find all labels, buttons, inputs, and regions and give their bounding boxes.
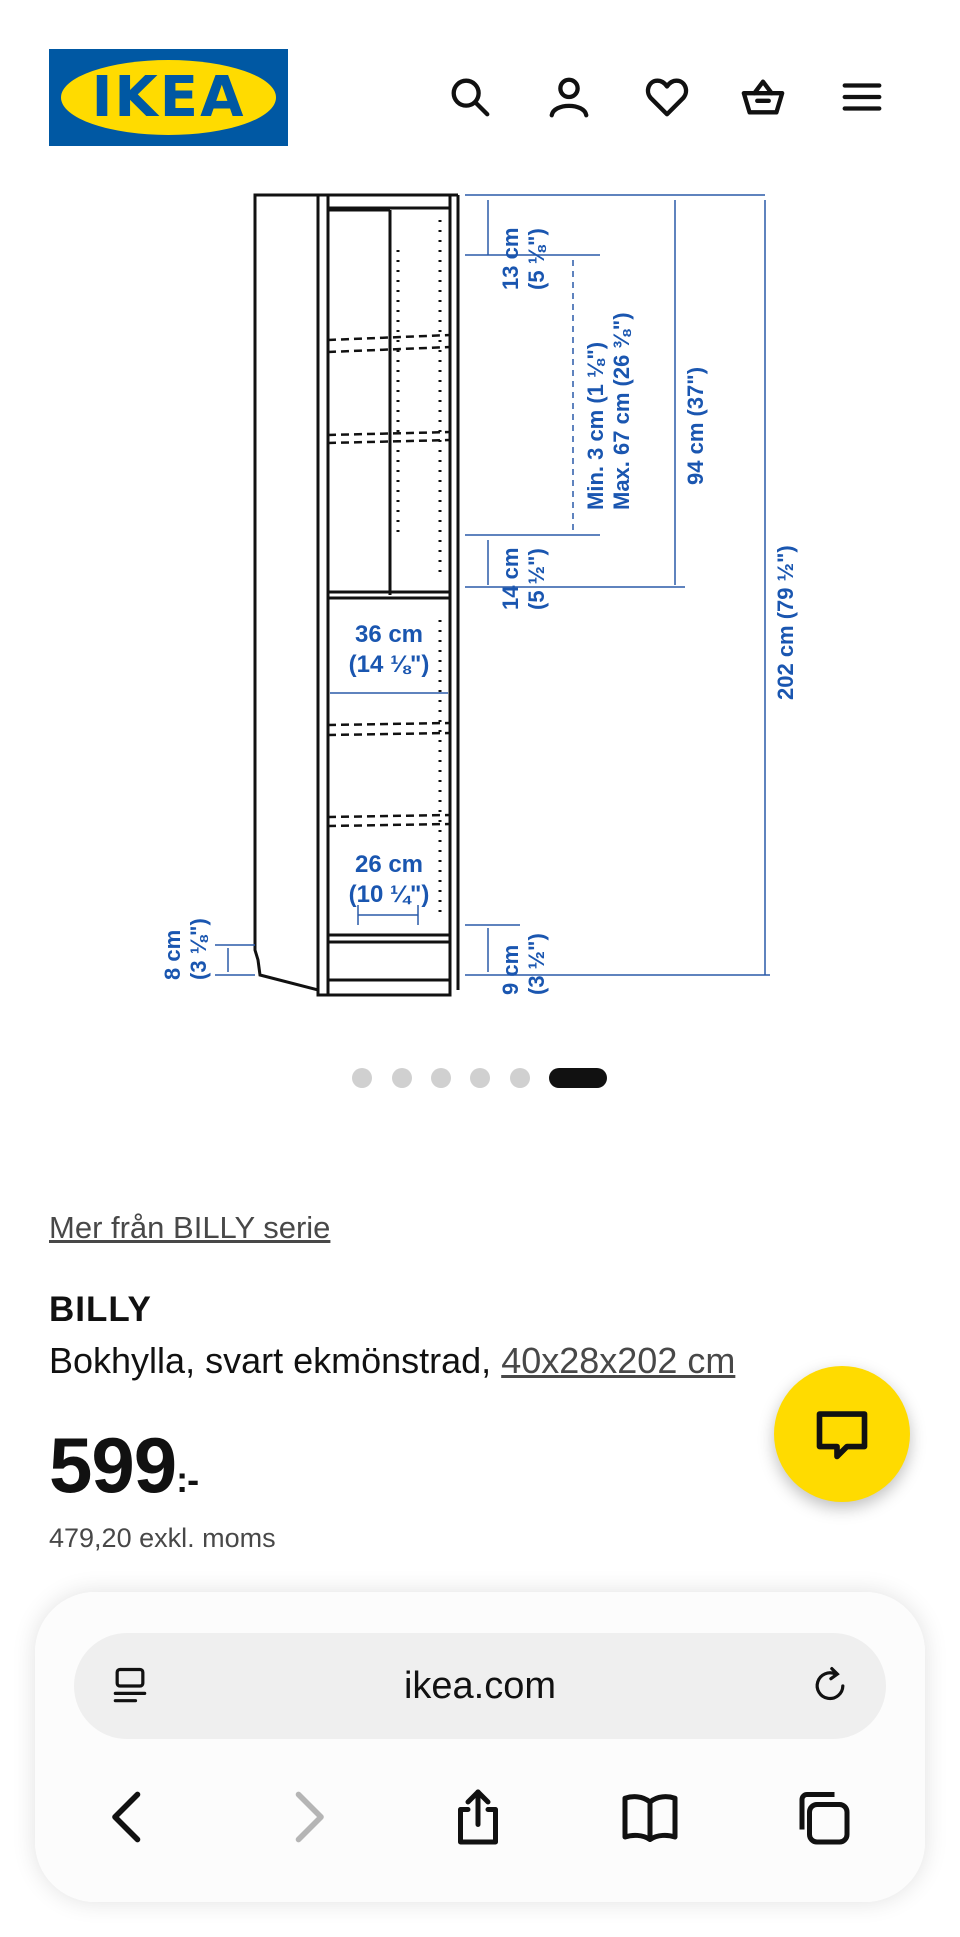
forward-button[interactable] xyxy=(271,1782,341,1852)
share-icon xyxy=(448,1787,508,1847)
search-icon[interactable] xyxy=(444,71,496,123)
dim-fixed-gap: 14 cm (5 ½") xyxy=(498,547,549,610)
logo-text: IKEA xyxy=(91,65,246,130)
heart-icon[interactable] xyxy=(641,71,693,123)
dimension-link[interactable]: 40x28x202 cm xyxy=(501,1340,736,1381)
dim-plinth: 8 cm (3 ⅛") xyxy=(160,918,211,980)
carousel-dot[interactable] xyxy=(352,1068,372,1088)
tabs-icon xyxy=(792,1787,852,1847)
share-button[interactable] xyxy=(443,1782,513,1852)
menu-icon[interactable] xyxy=(836,71,888,123)
chat-button[interactable] xyxy=(774,1366,910,1502)
site-header xyxy=(0,0,960,190)
carousel-dot[interactable] xyxy=(510,1068,530,1088)
dim-base-gap: 9 cm (3 ½") xyxy=(498,933,549,995)
carousel-dot[interactable] xyxy=(392,1068,412,1088)
product-description xyxy=(49,1340,735,1382)
dim-total-height: 202 cm (79 ½") xyxy=(773,545,798,700)
carousel-dot[interactable] xyxy=(431,1068,451,1088)
dim-upper-height: 94 cm (37") xyxy=(683,366,708,485)
carousel-dot-active[interactable] xyxy=(549,1068,607,1088)
dim-depth: 26 cm (10 ¼") xyxy=(348,851,430,908)
product-price xyxy=(49,1420,198,1511)
back-button[interactable] xyxy=(95,1782,165,1852)
dim-top-gap: 13 cm (5 ⅛") xyxy=(498,227,549,290)
ikea-logo[interactable] xyxy=(49,49,288,146)
chat-icon xyxy=(812,1404,872,1464)
series-link[interactable]: Mer från BILLY serie xyxy=(49,1210,331,1245)
price-value: 599 xyxy=(49,1421,177,1509)
product-description-text: Bokhylla, svart ekmönstrad, xyxy=(49,1340,502,1381)
dim-adjust-range: Min. 3 cm (1 ⅛") Max. 67 cm (26 ⅜") xyxy=(583,312,634,510)
basket-icon[interactable] xyxy=(737,71,789,123)
carousel-dot[interactable] xyxy=(470,1068,490,1088)
browser-bottom-bar xyxy=(35,1592,925,1902)
user-icon[interactable] xyxy=(543,71,595,123)
url-text: ikea.com xyxy=(403,1665,557,1707)
product-name: BILLY xyxy=(49,1290,152,1329)
bookmarks-button[interactable] xyxy=(615,1782,685,1852)
back-icon xyxy=(100,1787,160,1847)
carousel-indicator xyxy=(0,1066,960,1090)
price-suffix: :- xyxy=(176,1459,199,1500)
dimension-labels xyxy=(100,180,920,1020)
tabs-button[interactable] xyxy=(787,1782,857,1852)
address-bar[interactable] xyxy=(74,1633,886,1739)
price-ex-vat: 479,20 exkl. moms xyxy=(49,1523,276,1553)
bookmarks-icon xyxy=(620,1787,680,1847)
forward-icon xyxy=(276,1787,336,1847)
dim-width: 36 cm (14 ⅛") xyxy=(348,621,430,678)
reload-icon[interactable] xyxy=(804,1660,856,1712)
product-dimension-image[interactable] xyxy=(100,180,920,1020)
